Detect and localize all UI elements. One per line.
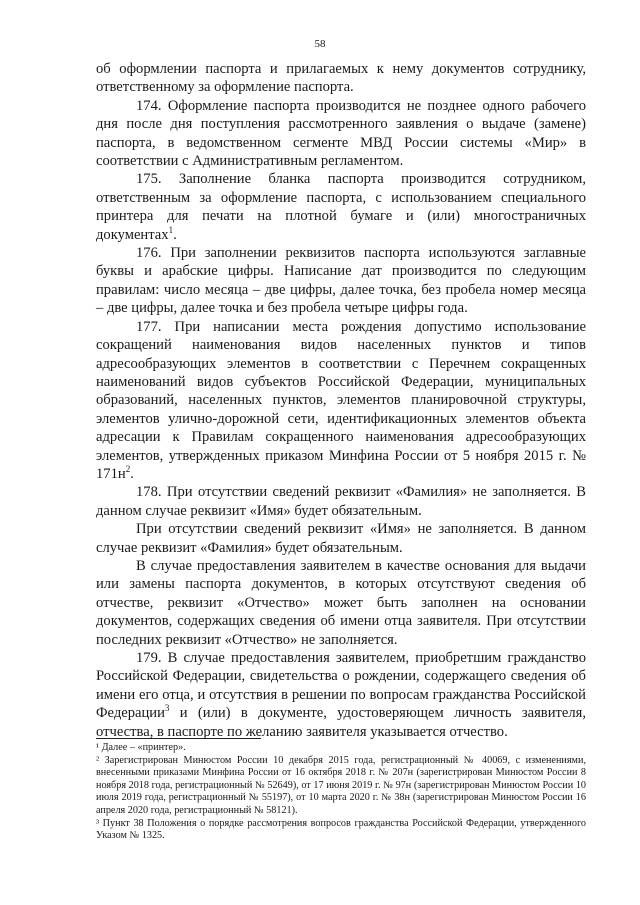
footnotes	[96, 742, 586, 843]
paragraph-178-name: При отсутствии сведений реквизит «Имя» не заполняется. В данном случае реквизит «Фамилия» будет обязательным.	[96, 521, 586, 556]
footnote-ref-3[interactable]: 3	[164, 703, 170, 714]
paragraph-174: 174. Оформление паспорта производится не позднее одного рабочего дня после дня поступления рассмотренного заявления о выдаче (замене) паспорта, в ведомственном сегменте МВД России системы «Мир» в соответствии с Административным регламентом.	[96, 97, 586, 170]
paragraph-175: 175. Заполнение бланка паспорта производится сотрудником, ответственным за оформление паспорта, с использованием специального принтера для печати на плотной бумаге и (или) многостраничных документах$^1$.	[96, 171, 586, 243]
footnote-1: ¹ Далее – «принтер».	[96, 742, 186, 753]
paragraph-178-patronymic: В случае предоставления заявителем в качестве основания для выдачи или замены паспорта документов, в которых отсутствуют сведения об отчестве, реквизит «Отчество» может быть заполнен на основании документов, содержащих сведения об имени отца заявителя. При отсутствии последних реквизит «Отчество» не заполняется.	[96, 557, 586, 648]
paragraph-178: 178. При отсутствии сведений реквизит «Фамилия» не заполняется. В данном случае реквизит «Имя» будет обязательным.	[96, 484, 586, 519]
paragraph-continuation: об оформлении паспорта и прилагаемых к нему документов сотруднику, ответственному за оформление паспорта.	[96, 61, 586, 96]
paragraph-177: 177. При написании места рождения допустимо использование сокращений наименования видов населенных пунктов и типов адресообразующих элементов в соответствии с Перечнем сокращенных наименований видов субъектов Российской Федерации, муниципальных образований, населенных пунктов, элементов планировочной структуры, элементов улично-дорожной сети, идентификационных элементов объекта адресации к Правилам сокращенного наименования адресообразующих элементов, утвержденных приказом Минфина России от 5 ноября 2015 г. № $171н^2$.	[96, 318, 586, 482]
footnote-2: ² Зарегистрирован Минюстом России 10 декабря 2015 года, регистрационный № 40069, с изменениями, внесенными приказами Минфина России от 16 октября 2018 г. № 207н (зарегистрирован Минюстом России 8 ноября 2018 года, регистрационный № 52649), от 17 июня 2019 г. № 97н (зарегистрирован Минюстом России 10 июля 2019 года, регистрационный № 55197), от 10 марта 2020 г. № 38н (зарегистрирован Минюстом России 16 апреля 2020 года, регистрационный № 58121).	[96, 754, 586, 816]
body-text	[96, 60, 586, 741]
page-number: 58	[314, 38, 326, 50]
footnote-ref-2[interactable]: 2	[125, 464, 131, 475]
footnote-ref-1[interactable]: 1	[168, 224, 174, 235]
paragraph-179: 179. В случае предоставления заявителем, приобретшим гражданство Российской Федерации, свидетельства о рождении, содержащего сведения об имени его отца, и отсутствия в решении по вопросам гражданства Российской Федерации$^3$ и (или) в документе, удостоверяющем личность заявителя, отчества, в паспорте по желанию заявителя указывается отчество.	[96, 650, 586, 740]
paragraph-176: 176. При заполнении реквизитов паспорта используются заглавные буквы и арабские цифры. Написание дат производится по следующим правилам: число месяца – две цифры, далее точка, без пробела номер месяца – две цифры, далее точка и без пробела четыре цифры года.	[96, 245, 586, 317]
footnote-separator	[96, 738, 261, 739]
footnote-3: ³ Пункт 38 Положения о порядке рассмотрения вопросов гражданства Российской Федерации, утвержденного Указом № 1325.	[96, 817, 586, 842]
